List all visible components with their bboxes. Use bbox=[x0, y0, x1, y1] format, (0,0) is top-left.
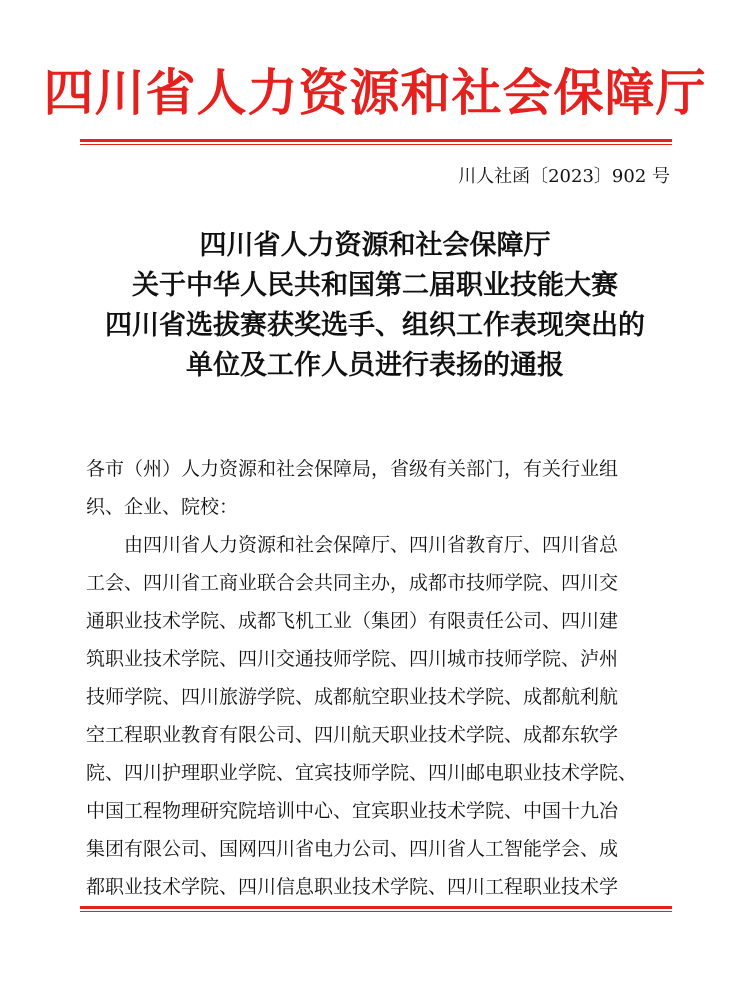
body-line: 各市（州）人力资源和社会保障局，省级有关部门，有关行业组 bbox=[86, 458, 619, 480]
document-title bbox=[0, 226, 750, 386]
body-line: 院、四川护理职业学院、宜宾技师学院、四川邮电职业技术学院、 bbox=[86, 762, 638, 784]
body-line: 织、企业、院校： bbox=[86, 496, 239, 518]
body-line: 中国工程物理研究院培训中心、宜宾职业技术学院、中国十九冶 bbox=[86, 800, 619, 822]
body-line: 通职业技术学院、成都飞机工业（集团）有限责任公司、四川建 bbox=[86, 610, 619, 632]
body-line: 都职业技术学院、四川信息职业技术学院、四川工程职业技术学 bbox=[86, 876, 619, 898]
document-body bbox=[86, 450, 676, 906]
title-line-4: 单位及工作人员进行表扬的通报 bbox=[186, 350, 564, 381]
body-line: 空工程职业教育有限公司、四川航天职业技术学院、成都东软学 bbox=[86, 724, 619, 746]
title-line-3: 四川省选拔赛获奖选手、组织工作表现突出的 bbox=[105, 310, 645, 341]
body-line: 集团有限公司、国网四川省电力公司、四川省人工智能学会、成 bbox=[86, 838, 619, 860]
header-red-line-thick bbox=[80, 139, 672, 142]
footer-red-line-thin bbox=[80, 911, 672, 912]
header-red-line-thin bbox=[80, 144, 672, 145]
footer-red-line-thick bbox=[80, 906, 672, 909]
document-number: 川人社函〔2023〕902 号 bbox=[458, 166, 670, 187]
body-line: 技师学院、四川旅游学院、成都航空职业技术学院、成都航利航 bbox=[86, 686, 619, 708]
title-line-2: 关于中华人民共和国第二届职业技能大赛 bbox=[132, 270, 618, 301]
body-line: 工会、四川省工商业联合会共同主办，成都市技师学院、四川交 bbox=[86, 572, 619, 594]
agency-masthead: 四川省人力资源和社会保障厅 bbox=[43, 63, 707, 122]
body-line: 筑职业技术学院、四川交通技师学院、四川城市技师学院、泸州 bbox=[86, 648, 619, 670]
title-line-1: 四川省人力资源和社会保障厅 bbox=[199, 230, 551, 261]
body-line: 由四川省人力资源和社会保障厅、四川省教育厅、四川省总 bbox=[86, 534, 619, 556]
